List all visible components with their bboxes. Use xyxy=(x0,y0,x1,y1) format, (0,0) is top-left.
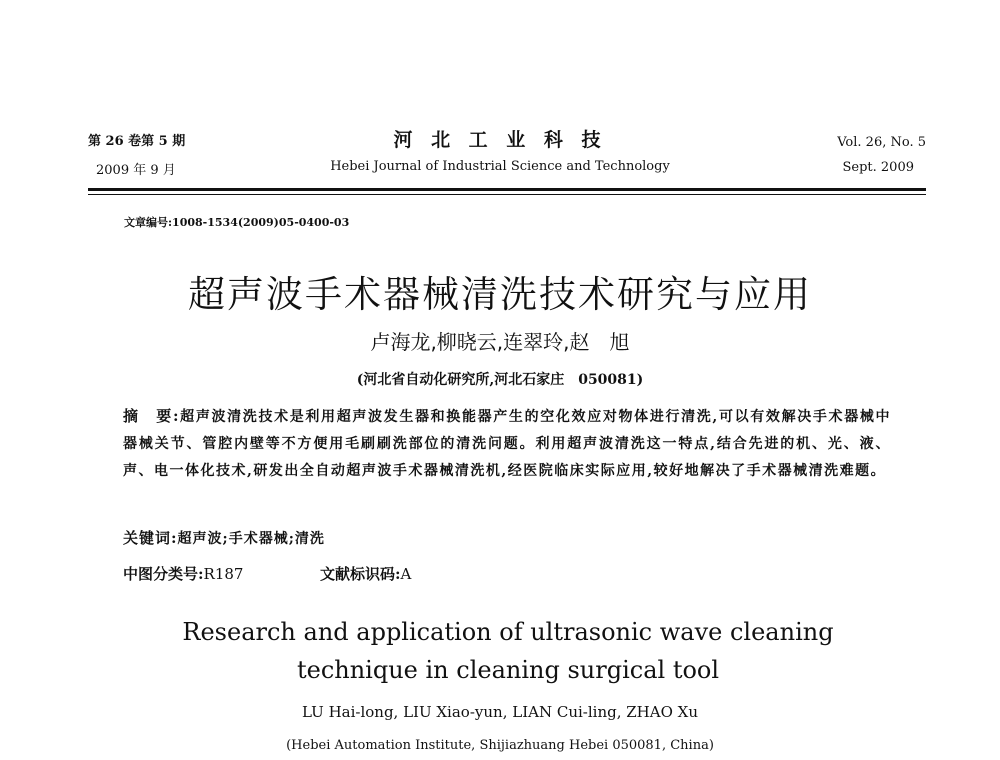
paper-title-en-line2: technique in cleaning surgical tool xyxy=(296,656,720,684)
clc-label: 中图分类号: xyxy=(123,565,204,583)
header-rule-thin xyxy=(88,194,926,195)
doc-code xyxy=(320,563,411,584)
classification xyxy=(123,563,243,584)
affiliation-en: (Hebei Automation Institute, Shijiazhuang Hebei 050081, China) xyxy=(286,738,714,753)
abstract-label: 摘 要: xyxy=(123,407,181,425)
keywords xyxy=(123,527,325,548)
authors-en: LU Hai-long, LIU Xiao-yun, LIAN Cui-ling, ZHAO Xu xyxy=(302,703,698,721)
header-rule-thick xyxy=(88,188,926,191)
paper-title-cn: 超声波手术器械清洗技术研究与应用 xyxy=(188,273,812,316)
journal-title-en: Hebei Journal of Industrial Science and Technology xyxy=(330,159,670,174)
paper-title-en-line1: Research and application of ultrasonic wave cleaning xyxy=(182,618,834,646)
abstract-text: 超声波清洗技术是利用超声波发生器和换能器产生的空化效应对物体进行清洗,可以有效解决手术器械中器械关节、管腔内壁等不方便用毛刷刷洗部位的清洗问题。利用超声波清洗这一特点,结合先进的机、光、液、声、电一体化技术,研发出全自动超声波手术器械清洗机,经医院临床实际应用,较好地解决了手术器械清洗难题。 xyxy=(123,409,892,479)
clc-value: R187 xyxy=(203,565,244,583)
journal-title-cn: 河 北 工 业 科 技 xyxy=(393,129,607,151)
article-number: 文章编号:1008-1534(2009)05-0400-03 xyxy=(124,216,350,229)
abstract xyxy=(123,403,891,485)
authors-cn: 卢海龙,柳晓云,连翠玲,赵 旭 xyxy=(370,330,630,354)
keywords-text: 超声波;手术器械;清洗 xyxy=(177,531,325,547)
affiliation-cn: (河北省自动化研究所,河北石家庄 050081) xyxy=(356,372,644,388)
date-cn: 2009 年 9 月 xyxy=(96,163,176,178)
volume-issue-cn: 第 26 卷第 5 期 xyxy=(88,134,186,149)
doc-code-value: A xyxy=(400,565,412,583)
keywords-label: 关键词: xyxy=(123,529,178,547)
date-en: Sept. 2009 xyxy=(842,160,914,175)
volume-issue-en: Vol. 26, No. 5 xyxy=(837,135,926,150)
doc-code-label: 文献标识码: xyxy=(320,565,401,583)
